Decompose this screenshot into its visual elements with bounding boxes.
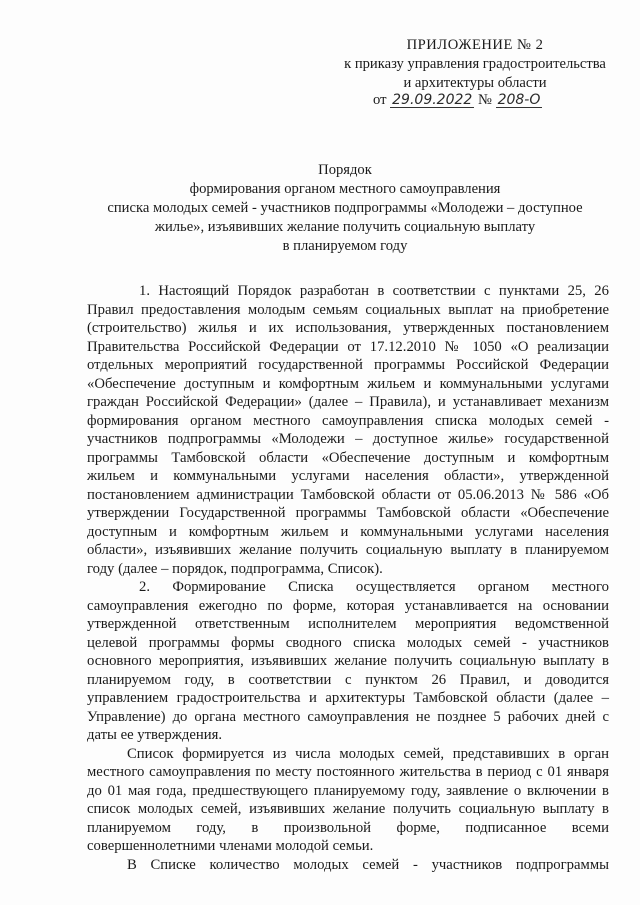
paragraph-3 [87, 747, 609, 858]
appendix-header [330, 38, 620, 95]
text-line: управлением градостроительства и архитектуры Тамбовской области (далее – [87, 690, 609, 706]
text-line: планируемом году, в произвольной форме, подписанное всеми [87, 819, 609, 836]
text-line: отдельных мероприятий государственной программы Российской Федерации [87, 357, 609, 373]
paragraph-2 [87, 580, 609, 747]
text-line: участников подпрограммы «Молодежи – доступное жилье» государственной [87, 431, 609, 447]
text-line: (строительство) жилья и их использования, утвержденных постановлением [87, 320, 609, 336]
text-line: доступным и комфортным жильем и коммунальными услугами населения [87, 523, 609, 540]
date-prefix: от [373, 92, 387, 108]
text-line: Список формируется из числа молодых семей, представивших в орган [127, 745, 609, 762]
paragraph-1 [87, 284, 609, 580]
appendix-authority-line: и архитектуры области [403, 75, 547, 91]
document-title [60, 163, 630, 258]
text-line: целевой программы формы сводного списка молодых семей - участников [87, 634, 609, 651]
text-line: Правил предоставления молодым семьям социальных выплат на приобретение [87, 301, 609, 318]
text-line: жильем и коммунальными услугами населения области», утвержденной [87, 468, 609, 484]
text-line: области», изъявивших желание получить социальную выплату в планируемом [87, 542, 609, 558]
text-line: самоуправления ежегодно по форме, которая устанавливается на основании [87, 597, 609, 614]
text-line: даты ее утверждения. [87, 727, 223, 743]
text-line: граждан Российской Федерации» (далее – Правила), и устанавливает механизм [87, 394, 609, 410]
appendix-title: ПРИЛОЖЕНИЕ № 2 [406, 37, 544, 53]
text-line: году (далее – порядок, подпрограмма, Список). [87, 560, 383, 577]
title-heading: Порядок [318, 162, 372, 178]
text-line: программы Тамбовской области «Обеспечение доступным и комфортным [87, 449, 609, 466]
document-body [87, 284, 609, 876]
text-line: постановлением администрации Тамбовской области от 05.06.2013 № 586 «Об [87, 486, 609, 503]
text-line: формирования органом местного самоуправления списка молодых семей - [87, 412, 609, 429]
text-line: «Обеспечение доступным и комфортным жильем и коммунальными услугами [87, 375, 609, 392]
text-line: 2. Формирование Списка осуществляется органом местного [139, 579, 609, 595]
title-line-1: формирования органом местного самоуправления [189, 181, 501, 197]
text-line: утвержденной ответственным исполнителем мероприятия ведомственной [87, 616, 609, 632]
text-line: до 01 мая года, предшествующего планируемому году, заявление о включении в [87, 782, 609, 799]
number-prefix: № [477, 92, 492, 108]
title-line-2: списка молодых семей - участников подпрограммы «Молодежи – доступное [107, 200, 583, 216]
appendix-order-line: к приказу управления градостроительства [344, 56, 606, 72]
paragraph-4 [87, 858, 609, 877]
text-line: Правительства Российской Федерации от 17.12.2010 № 1050 «О реализации [87, 338, 609, 355]
title-line-3: жилье», изъявивших желание получить социальную выплату [154, 219, 536, 235]
text-line: Управление) до органа местного самоуправления не позднее 5 рабочих дней с [87, 708, 609, 725]
text-line: 1. Настоящий Порядок разработан в соответствии с пунктами 25, 26 [139, 283, 609, 299]
text-line: местного самоуправления по месту постоянного жительства в период с 01 января [87, 764, 609, 780]
text-line: В Списке количество молодых семей - участников подпрограммы [127, 856, 609, 873]
text-line: утверждении Государственной программы Тамбовской области «Обеспечение [87, 505, 609, 521]
title-line-4: в планируемом году [282, 238, 408, 254]
text-line: совершеннолетними членами молодой семьи. [87, 838, 374, 854]
handwritten-date: 29.09.2022 [392, 92, 473, 108]
text-line: список молодых семей, изъявивших желание получить социальную выплату в [87, 801, 609, 817]
text-line: основного мероприятия, изъявивших желание получить социальную выплату в [87, 653, 609, 669]
handwritten-number: 208-О [497, 92, 541, 108]
text-line: планируемом году, в соответствии с пунктом 26 Правил, и доводится [87, 671, 609, 688]
appendix-date-line [373, 93, 542, 108]
